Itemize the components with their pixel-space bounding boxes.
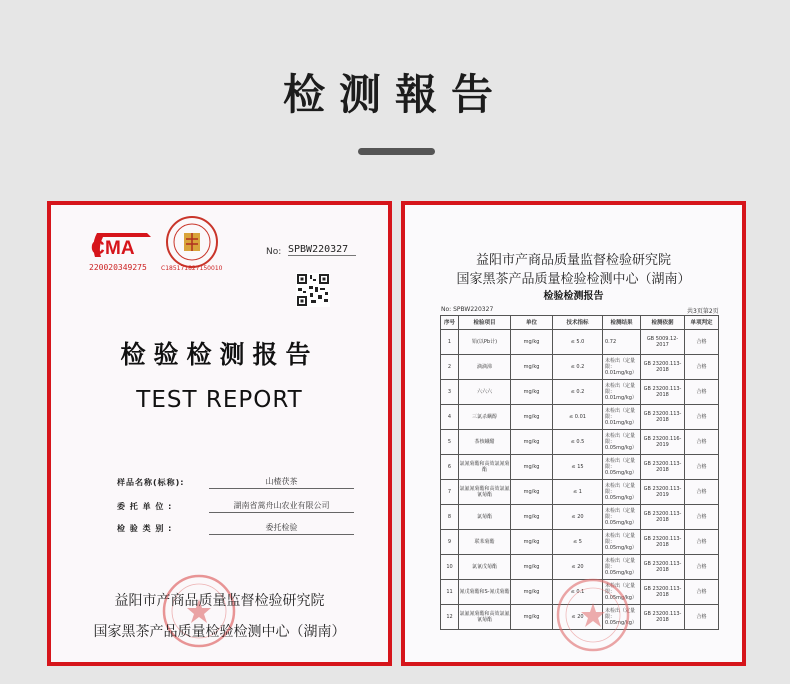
table-cell: 铅(以Pb计) [459, 330, 511, 355]
table-cell: ≤ 0.1 [553, 580, 603, 605]
table-row [441, 380, 719, 405]
table-cell: 未检出（定量限：0.05mg/kg） [603, 505, 641, 530]
client-label: 委 托 单 位 : [117, 502, 173, 511]
report-title-en: TEST REPORT [136, 387, 303, 413]
report-no-label: No: [266, 247, 282, 257]
table-cell: mg/kg [511, 555, 553, 580]
table-row [441, 505, 719, 530]
cma-logo-icon [89, 227, 153, 261]
table-cell: ≤ 0.2 [553, 355, 603, 380]
table-cell: GB 23200.113-2019 [641, 480, 685, 505]
table-cell: 联苯菊酯 [459, 530, 511, 555]
table-cell: 合格 [685, 580, 719, 605]
table-cell: 未检出（定量限：0.01mg/kg） [603, 405, 641, 430]
column-header: 单位 [511, 316, 553, 330]
table-cell: 1 [441, 330, 459, 355]
seal-number: C185171827150010 [161, 265, 223, 272]
table-row [441, 405, 719, 430]
table-cell: mg/kg [511, 330, 553, 355]
table-row [441, 555, 719, 580]
table-cell: 氰戊菊酯和S-氰戊菊酯 [459, 580, 511, 605]
table-cell: 未检出（定量限：0.05mg/kg） [603, 430, 641, 455]
table-cell: 氯氟氰菊酯和高效氯氟氰菊酯 [459, 605, 511, 630]
table-cell: 未检出（定量限：0.05mg/kg） [603, 580, 641, 605]
column-header: 单项判定 [685, 316, 719, 330]
page-heading: 检测報告 [282, 70, 507, 119]
table-cell: ≤ 20 [553, 555, 603, 580]
table-cell: 合格 [685, 380, 719, 405]
table-cell: 10 [441, 555, 459, 580]
results-title: 检验检测报告 [543, 291, 604, 302]
table-cell: 三氯杀螨醇 [459, 405, 511, 430]
table-cell: 合格 [685, 605, 719, 630]
table-cell: ≤ 0.2 [553, 380, 603, 405]
table-cell: 合格 [685, 330, 719, 355]
table-cell: 8 [441, 505, 459, 530]
table-cell: 氯氟氰菊酯和高效氯氟氰菊酯 [459, 480, 511, 505]
table-cell: 合格 [685, 455, 719, 480]
column-header: 序号 [441, 316, 459, 330]
table-cell: 合格 [685, 430, 719, 455]
table-cell: 茶核蛾醋 [459, 430, 511, 455]
test-type-label: 检 验 类 别 : [117, 524, 173, 533]
table-row [441, 455, 719, 480]
table-cell: 滴滴涕 [459, 355, 511, 380]
report-title-cn: 检验检测报告 [120, 340, 319, 369]
table-cell: 5 [441, 430, 459, 455]
table-cell: ≤ 5.0 [553, 330, 603, 355]
table-header-row [441, 316, 719, 330]
table-cell: 氯氰戊菊酯 [459, 555, 511, 580]
table-cell: GB 23200.113-2018 [641, 605, 685, 630]
table-cell: 未检出（定量限：0.05mg/kg） [603, 530, 641, 555]
table-cell: mg/kg [511, 505, 553, 530]
table-cell: ≤ 20 [553, 505, 603, 530]
table-cell: 3 [441, 380, 459, 405]
accreditation-seal-icon [165, 215, 219, 269]
table-row [441, 430, 719, 455]
table-cell: ≤ 0.5 [553, 430, 603, 455]
table-cell: ≤ 1 [553, 480, 603, 505]
table-cell: 12 [441, 605, 459, 630]
test-type-value: 委托检验 [209, 522, 354, 535]
table-cell: GB 23200.113-2018 [641, 405, 685, 430]
table-cell: 氯氰菊酯和高效氯氰菊酯 [459, 455, 511, 480]
table-cell: 9 [441, 530, 459, 555]
table-cell: 未检出（定量限：0.01mg/kg） [603, 380, 641, 405]
table-cell: mg/kg [511, 480, 553, 505]
table-cell: 氯菊酯 [459, 505, 511, 530]
table-cell: GB 23200.113-2018 [641, 555, 685, 580]
table-row [441, 480, 719, 505]
table-cell: GB 23200.116-2019 [641, 430, 685, 455]
table-cell: mg/kg [511, 530, 553, 555]
svg-text:MA: MA [105, 238, 135, 259]
table-cell: 2 [441, 355, 459, 380]
column-header: 检测结果 [603, 316, 641, 330]
center-name: 国家黑茶产品质量检验检测中心（湖南） [93, 624, 346, 640]
table-cell: 7 [441, 480, 459, 505]
table-cell: 合格 [685, 355, 719, 380]
results-stamp-icon [555, 577, 631, 653]
results-center-name: 国家黑茶产品质量检验检测中心（湖南） [456, 272, 691, 287]
table-cell: 6 [441, 455, 459, 480]
report-results-page [401, 201, 746, 666]
sample-name-value: 山楂茯茶 [209, 476, 354, 489]
column-header: 检测依据 [641, 316, 685, 330]
table-cell: mg/kg [511, 380, 553, 405]
table-cell: 未检出（定量限：0.05mg/kg） [603, 605, 641, 630]
table-cell: ≤ 0.01 [553, 405, 603, 430]
table-cell: ≤ 5 [553, 530, 603, 555]
institute-name: 益阳市产商品质量监督检验研究院 [114, 593, 325, 609]
results-institute-name: 益阳市产商品质量监督检验研究院 [475, 253, 671, 268]
table-cell: GB 23200.113-2018 [641, 505, 685, 530]
table-cell: GB 23200.113-2018 [641, 455, 685, 480]
table-row [441, 355, 719, 380]
sample-name-label: 样品名称(标称): [117, 478, 185, 487]
table-cell: 未检出（定量限：0.01mg/kg） [603, 355, 641, 380]
cma-number: 220020349275 [89, 263, 147, 272]
table-cell: 合格 [685, 480, 719, 505]
table-cell: 合格 [685, 555, 719, 580]
table-cell: 未检出（定量限：0.05mg/kg） [603, 455, 641, 480]
table-cell: ≤ 15 [553, 455, 603, 480]
table-cell: GB 23200.113-2018 [641, 580, 685, 605]
column-header: 技术指标 [553, 316, 603, 330]
table-row [441, 530, 719, 555]
report-number: SPBW220327 [288, 244, 356, 256]
table-cell: 4 [441, 405, 459, 430]
column-header: 检验项目 [459, 316, 511, 330]
table-cell: 11 [441, 580, 459, 605]
table-cell: ≤ 20 [553, 605, 603, 630]
results-report-number: No: SPBW220327 [441, 306, 494, 313]
table-cell: 六六六 [459, 380, 511, 405]
report-cover-page [47, 201, 392, 666]
table-cell: mg/kg [511, 580, 553, 605]
table-cell: 未检出（定量限：0.05mg/kg） [603, 555, 641, 580]
table-cell: GB 23200.113-2018 [641, 355, 685, 380]
results-report-number-value: SPBW220327 [453, 306, 494, 313]
table-cell: 合格 [685, 505, 719, 530]
client-value: 湖南省蒿舟山农业有限公司 [209, 500, 354, 513]
table-cell: GB 23200.113-2018 [641, 380, 685, 405]
table-cell: mg/kg [511, 455, 553, 480]
svg-text:C: C [91, 238, 105, 259]
table-cell: 合格 [685, 530, 719, 555]
table-cell: 0.72 [603, 330, 641, 355]
table-cell: 合格 [685, 405, 719, 430]
table-cell: mg/kg [511, 430, 553, 455]
heading-underline [358, 148, 435, 155]
table-row [441, 330, 719, 355]
table-cell: GB 5009.12-2017 [641, 330, 685, 355]
page-info: 共3页第2页 [687, 308, 719, 315]
table-cell: mg/kg [511, 355, 553, 380]
table-cell: GB 23200.113-2018 [641, 530, 685, 555]
qr-code-icon [296, 273, 330, 307]
table-cell: mg/kg [511, 405, 553, 430]
table-cell: mg/kg [511, 605, 553, 630]
table-cell: 未检出（定量限：0.05mg/kg） [603, 480, 641, 505]
